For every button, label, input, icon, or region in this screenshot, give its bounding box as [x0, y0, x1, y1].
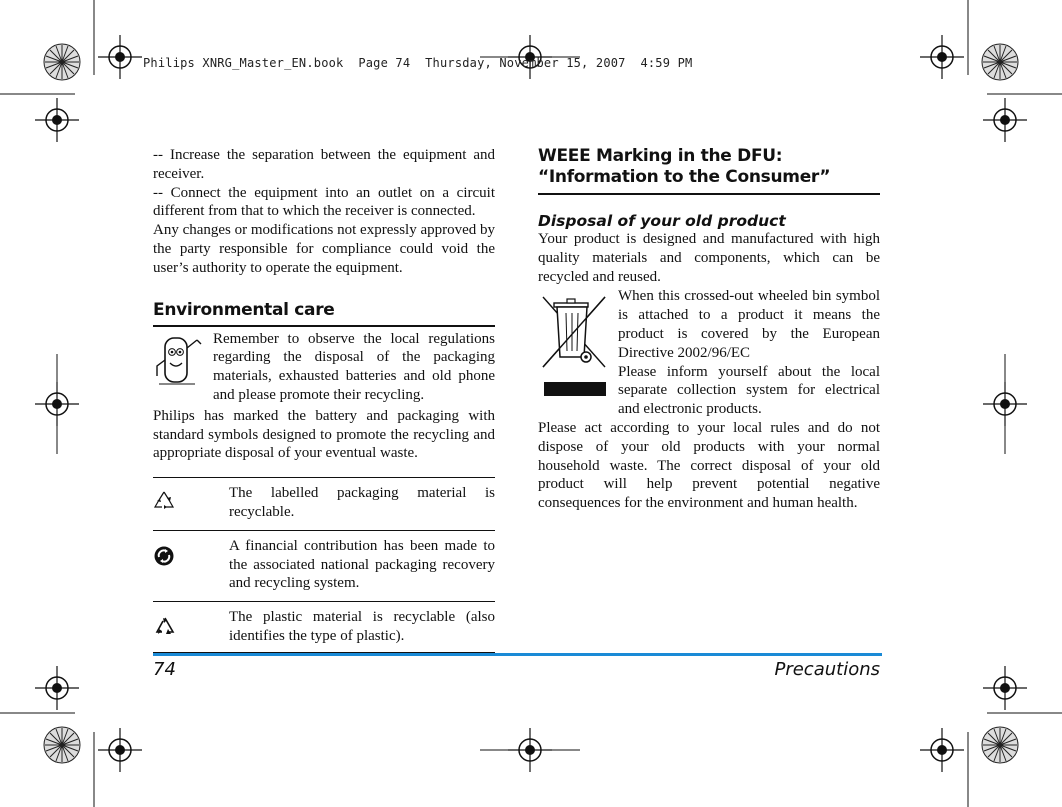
recycle-loop-icon [153, 484, 229, 522]
crossed-out-bin-icon [538, 287, 618, 419]
page-number: 74 [153, 659, 176, 680]
environmental-care-heading: Environmental care [153, 299, 335, 320]
right-column [538, 146, 880, 513]
heading-rule [153, 325, 495, 327]
remember-text: Remember to observe the local regulations regarding the disposal of the packaging materials, exhausted batteries and old phone and please promote their recycling. [213, 330, 495, 403]
disposal-heading: Disposal of your old product [538, 212, 786, 230]
plastic-triangle-icon [153, 608, 229, 646]
symbol-row-recyclable [153, 478, 495, 530]
symbol-row-plastic [153, 602, 495, 652]
weee-bin-texts [618, 287, 880, 419]
left-column [153, 146, 495, 653]
paragraph-modifications: Any changes or modifications not expressly approved by the party responsible for compliance could void the user’s authority to operate the equipment. [153, 222, 496, 276]
symbol-text-plastic: The plastic material is recyclable (also identifies the type of plastic). [229, 609, 495, 644]
phone-mascot-icon [153, 330, 213, 405]
symbol-text-recyclable: The labelled packaging material is recyclable. [229, 485, 495, 520]
collection-system-text: Please inform yourself about the local separate collection system for electrical and electronic products. [618, 363, 880, 418]
paragraph-separation: -- Increase the separation between the equipment and receiver. [153, 147, 495, 182]
footer-accent-rule [153, 653, 882, 656]
disposal-intro: Your product is designed and manufactured with high quality materials and components, which can be recycled and reused. [538, 231, 880, 285]
weee-heading: WEEE Marking in the DFU: “Information to the Consumer” [538, 146, 831, 187]
green-dot-icon [153, 537, 229, 593]
weee-bin-block [538, 287, 880, 419]
symbol-text-green-dot: A financial contribution has been made to the associated national packaging recovery and recycling system. [229, 537, 495, 592]
weee-heading-rule [538, 193, 880, 195]
philips-symbols-text: Philips has marked the battery and packaging with standard symbols designed to promote the recycling and appropriate disposal of your eventual waste. [153, 407, 495, 462]
book-header-line: Philips XNRG_Master_EN.book Page 74 Thursday, November 15, 2007 4:59 PM [143, 56, 693, 70]
bin-symbol-text: When this crossed-out wheeled bin symbol is attached to a product it means the product is covered by the European Directive 2002/96/EC [618, 288, 880, 361]
remember-block [153, 330, 495, 405]
symbol-row-green-dot [153, 531, 495, 601]
closing-text: Please act according to your local rules and do not dispose of your old products with your normal household waste. The correct disposal of your old product will help prevent potential negative consequences for the environment and human health. [538, 419, 880, 512]
section-name: Precautions [774, 659, 880, 680]
paragraph-outlet: -- Connect the equipment into an outlet on a circuit different from that to which the receiver is connected. [153, 184, 495, 220]
